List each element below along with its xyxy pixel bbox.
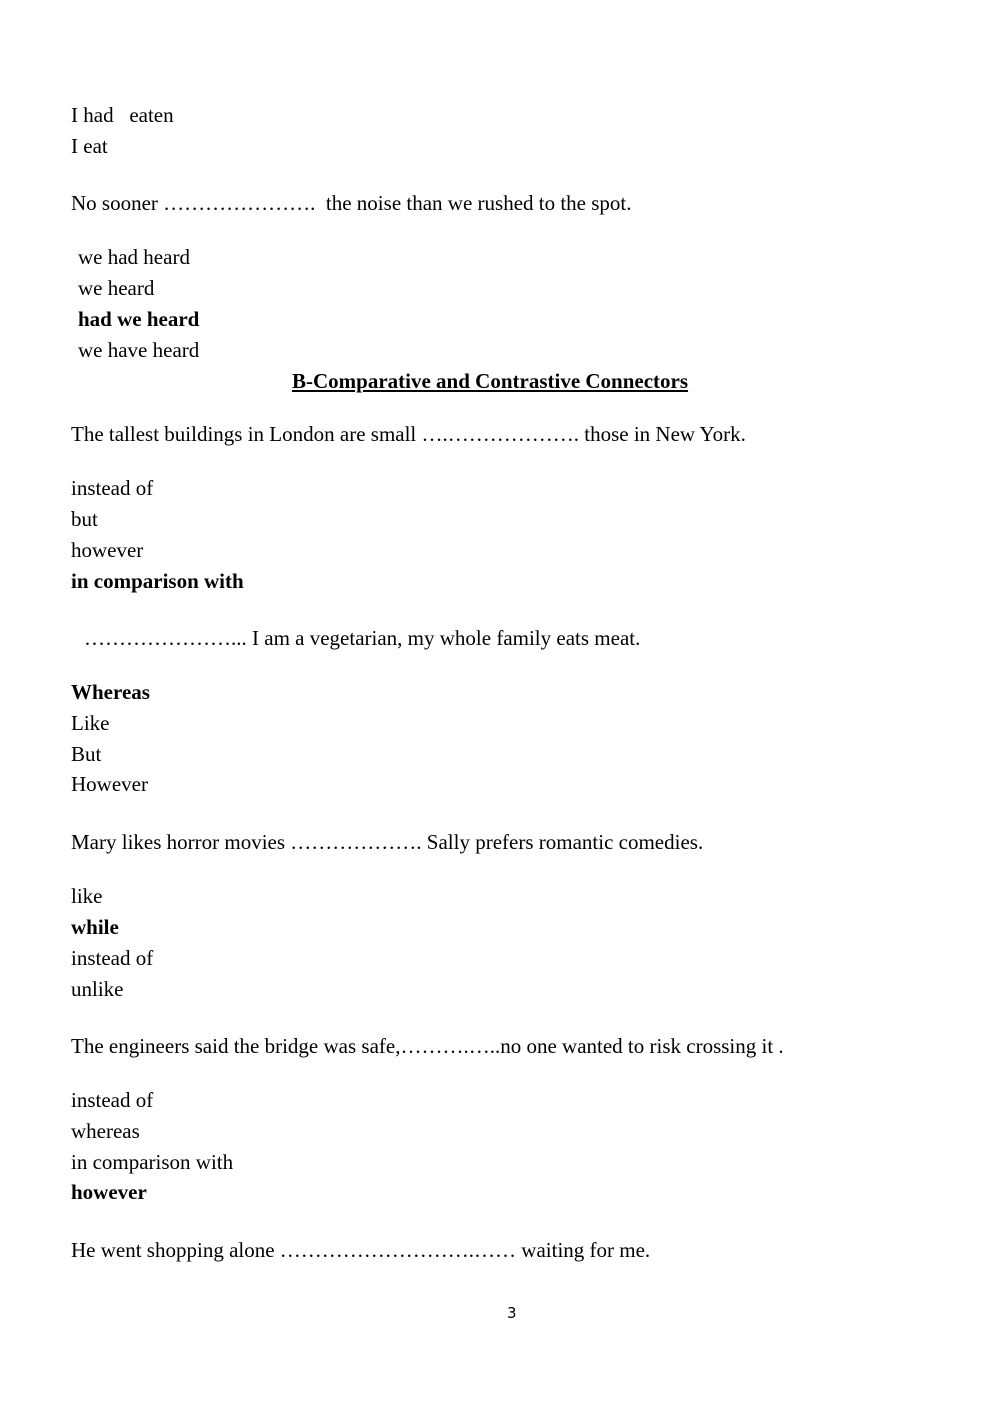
correct-answer-option: while <box>71 915 119 939</box>
question-text: The tallest buildings in London are small ….………………. those in New York. <box>71 422 746 446</box>
section-heading: B-Comparative and Contrastive Connectors <box>292 369 689 393</box>
answer-option: unlike <box>71 977 124 1001</box>
answer-option: however <box>71 538 144 562</box>
answer-option: in comparison with <box>71 1150 234 1174</box>
question-text: The engineers said the bridge was safe,……….…..no one wanted to risk crossing it . <box>71 1034 784 1058</box>
answer-option: I had eaten <box>71 103 174 127</box>
correct-answer-option: however <box>71 1180 147 1204</box>
page-number: 3 <box>507 1304 517 1322</box>
answer-option: I eat <box>71 134 108 158</box>
answer-option: whereas <box>71 1119 140 1143</box>
answer-option: instead of <box>71 946 154 970</box>
answer-option: but <box>71 507 98 531</box>
question-text: No sooner …………………. the noise than we rushed to the spot. <box>71 191 632 215</box>
correct-answer-option: had we heard <box>78 307 200 331</box>
answer-option: instead of <box>71 1088 154 1112</box>
answer-option: we have heard <box>78 338 200 362</box>
answer-option: Like <box>71 711 110 735</box>
question-text: …………………... I am a vegetarian, my whole family eats meat. <box>84 626 641 650</box>
answer-option: we had heard <box>78 245 190 269</box>
answer-option: But <box>71 742 102 766</box>
question-text: He went shopping alone ……………………….…… waiting for me. <box>71 1238 651 1262</box>
correct-answer-option: Whereas <box>71 680 150 704</box>
answer-option: However <box>71 772 148 796</box>
correct-answer-option: in comparison with <box>71 569 244 593</box>
answer-option: instead of <box>71 476 154 500</box>
answer-option: like <box>71 884 103 908</box>
question-text: Mary likes horror movies ………………. Sally prefers romantic comedies. <box>71 830 704 854</box>
answer-option: we heard <box>78 276 155 300</box>
